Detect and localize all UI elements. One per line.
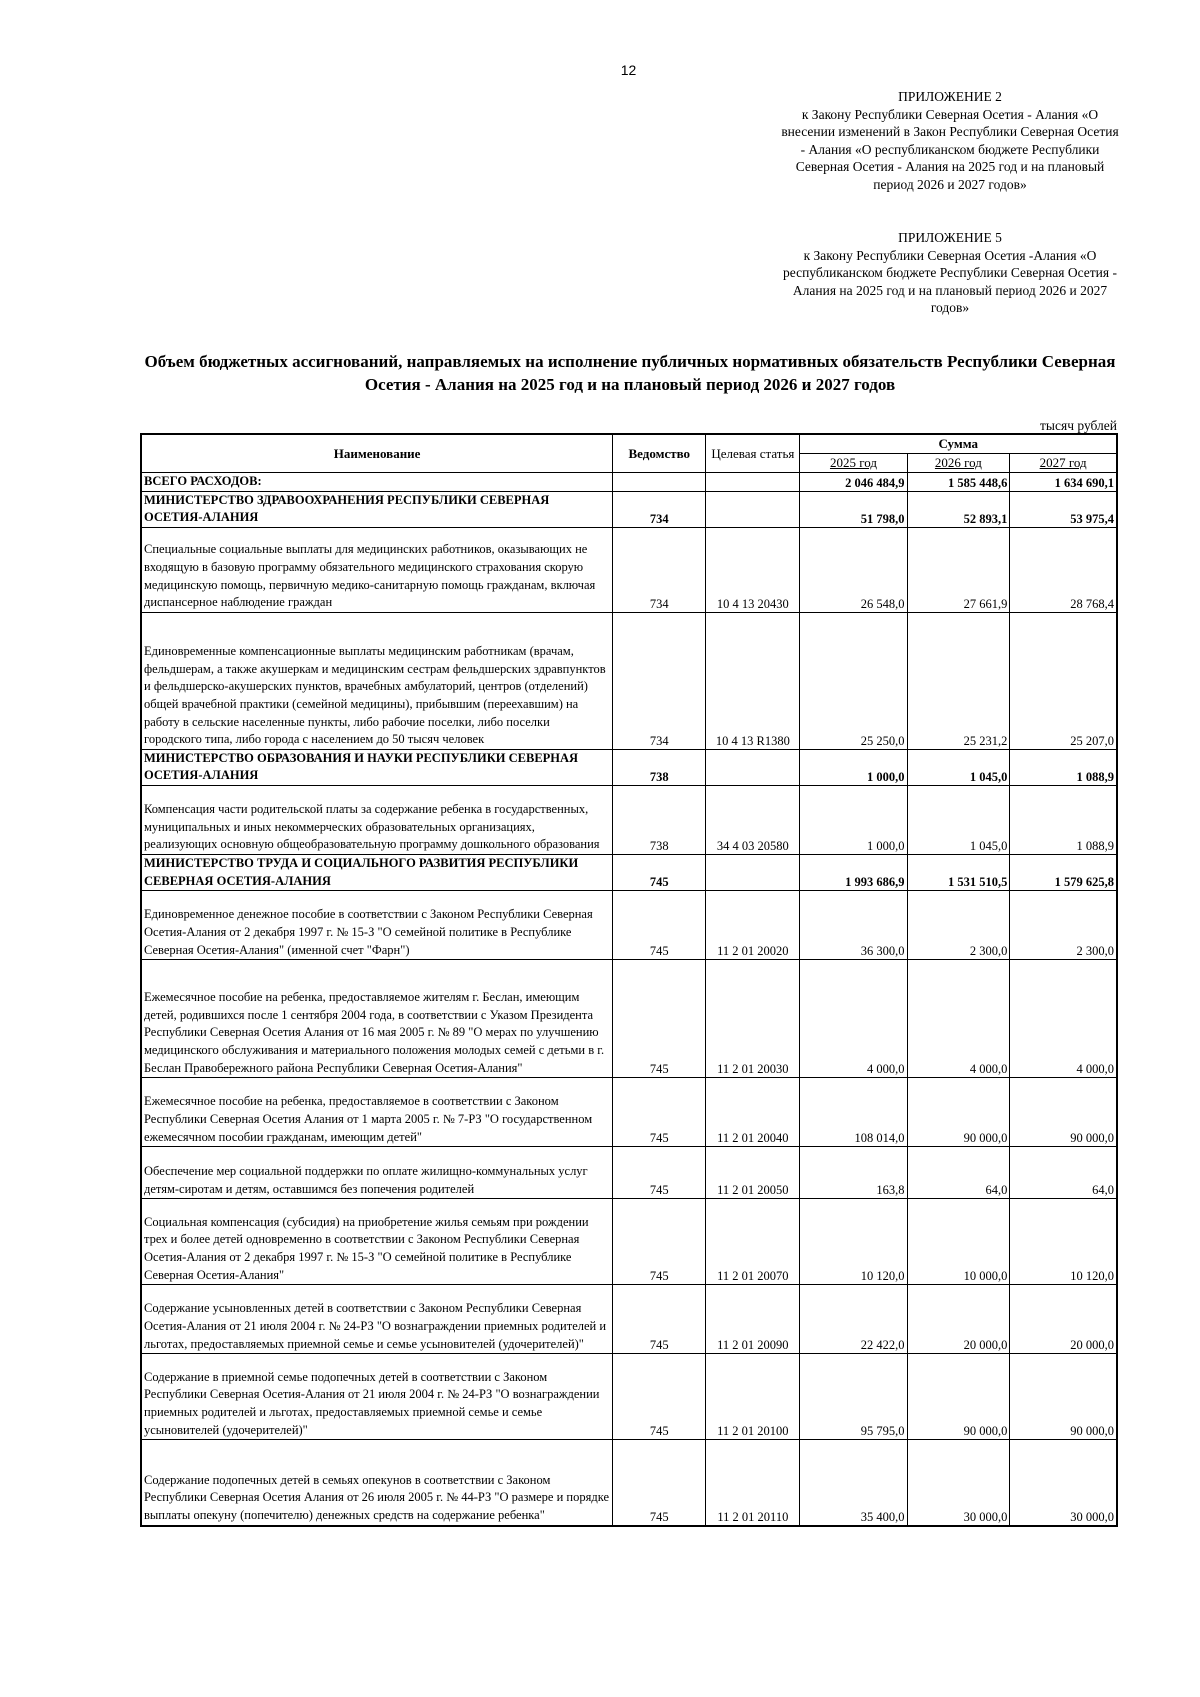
- row-value-2027: 1 088,9: [1010, 785, 1117, 854]
- row-value-2027: 4 000,0: [1010, 960, 1117, 1078]
- row-dept: 745: [613, 1199, 706, 1285]
- total-row: [141, 473, 1117, 492]
- row-value-2026: 64,0: [907, 1147, 1010, 1199]
- row-dept: 745: [613, 854, 706, 890]
- row-value-2025: 36 300,0: [800, 891, 907, 960]
- row-code: [706, 473, 800, 492]
- row-code: 11 2 01 20030: [706, 960, 800, 1078]
- row-value-2025: 22 422,0: [800, 1285, 907, 1354]
- ministry-row: [141, 749, 1117, 785]
- header-2027: 2027 год: [1010, 454, 1117, 473]
- row-value-2025: 4 000,0: [800, 960, 907, 1078]
- row-value-2026: 1 045,0: [907, 785, 1010, 854]
- header-dept: Ведомство: [613, 434, 706, 473]
- row-name: Специальные социальные выплаты для медицинских работников, оказывающих не входящую в базовую программу обязательного медицинского страхования скорую медицинскую помощь, первичную медико-санитарную помощь гражданам, включая диспансерное наблюдение граждан: [141, 527, 613, 612]
- row-name: Компенсация части родительской платы за содержание ребенка в государственных, муниципальных и иных некоммерческих образовательных организациях, реализующих основную общеобразовательную программу дошкольного образования: [141, 785, 613, 854]
- row-value-2025: 1 000,0: [800, 749, 907, 785]
- row-value-2027: 1 088,9: [1010, 749, 1117, 785]
- row-code: 34 4 03 20580: [706, 785, 800, 854]
- table-row: [141, 891, 1117, 960]
- row-code: 10 4 13 R1380: [706, 612, 800, 749]
- ministry-row: [141, 491, 1117, 527]
- page-number: 12: [620, 62, 637, 78]
- appendix-5-text: к Закону Республики Северная Осетия -Алания «О республиканском бюджете Республики Северная Осетия - Алания на 2025 год и на плановый период 2026 и 2027 годов»: [783, 247, 1117, 315]
- row-value-2025: 108 014,0: [800, 1078, 907, 1147]
- table-row: [141, 1147, 1117, 1199]
- row-name: ВСЕГО РАСХОДОВ:: [141, 473, 613, 492]
- row-name: МИНИСТЕРСТВО ОБРАЗОВАНИЯ И НАУКИ РЕСПУБЛИКИ СЕВЕРНАЯ ОСЕТИЯ-АЛАНИЯ: [141, 749, 613, 785]
- document-title: Объем бюджетных ассигнований, направляемых на исполнение публичных нормативных обязательств Республики Северная Осетия - Алания на 2025 год и на плановый период 2026 и 2027 годов: [144, 352, 1116, 394]
- row-dept: 738: [613, 749, 706, 785]
- row-name: Ежемесячное пособие на ребенка, предоставляемое в соответствии с Законом Республики Северная Осетия Алания от 1 марта 2005 г. № 7-РЗ "О государственном ежемесячном пособии гражданам, имеющим детей": [141, 1078, 613, 1147]
- row-value-2026: 25 231,2: [907, 612, 1010, 749]
- row-value-2027: 20 000,0: [1010, 1285, 1117, 1354]
- row-value-2027: 64,0: [1010, 1147, 1117, 1199]
- row-name: Единовременное денежное пособие в соответствии с Законом Республики Северная Осетия-Алания от 2 декабря 1997 г. № 15-З "О семейной политике в Республике Северная Осетия-Алания" (именной счет "Фарн"): [141, 891, 613, 960]
- table-row: [141, 1078, 1117, 1147]
- header-2025: 2025 год: [800, 454, 907, 473]
- table-row: [141, 960, 1117, 1078]
- table-row: [141, 1285, 1117, 1354]
- header-code: Целевая статья: [706, 434, 800, 473]
- row-value-2026: 10 000,0: [907, 1199, 1010, 1285]
- table-row: [141, 612, 1117, 749]
- row-value-2025: 10 120,0: [800, 1199, 907, 1285]
- row-value-2026: 30 000,0: [907, 1440, 1010, 1526]
- appendix-2-title: ПРИЛОЖЕНИЕ 2: [898, 89, 1002, 104]
- row-code: 11 2 01 20050: [706, 1147, 800, 1199]
- row-value-2025: 26 548,0: [800, 527, 907, 612]
- row-value-2027: 1 634 690,1: [1010, 473, 1117, 492]
- row-code: 11 2 01 20090: [706, 1285, 800, 1354]
- row-value-2025: 1 993 686,9: [800, 854, 907, 890]
- row-value-2026: 1 585 448,6: [907, 473, 1010, 492]
- appendix-2-header: [780, 88, 1120, 193]
- row-value-2027: 28 768,4: [1010, 527, 1117, 612]
- row-code: 11 2 01 20110: [706, 1440, 800, 1526]
- row-dept: 734: [613, 527, 706, 612]
- row-value-2026: 2 300,0: [907, 891, 1010, 960]
- row-value-2025: 2 046 484,9: [800, 473, 907, 492]
- unit-label: тысяч рублей: [1040, 418, 1117, 433]
- row-dept: 745: [613, 1147, 706, 1199]
- row-value-2027: 30 000,0: [1010, 1440, 1117, 1526]
- ministry-row: [141, 854, 1117, 890]
- row-name: Социальная компенсация (субсидия) на приобретение жилья семьям при рождении трех и более детей одновременно в соответствии с Законом Республики Северная Осетия-Алания от 2 декабря 1997 г. № 15-З "О семейной политике в Республике Северная Осетия-Алания": [141, 1199, 613, 1285]
- row-value-2026: 1 531 510,5: [907, 854, 1010, 890]
- row-value-2027: 2 300,0: [1010, 891, 1117, 960]
- header-name: Наименование: [141, 434, 613, 473]
- row-value-2025: 95 795,0: [800, 1354, 907, 1440]
- row-name: МИНИСТЕРСТВО ЗДРАВООХРАНЕНИЯ РЕСПУБЛИКИ СЕВЕРНАЯ ОСЕТИЯ-АЛАНИЯ: [141, 491, 613, 527]
- row-name: Обеспечение мер социальной поддержки по оплате жилищно-коммунальных услуг детям-сиротам и детям, оставшимся без попечения родителей: [141, 1147, 613, 1199]
- row-value-2027: 10 120,0: [1010, 1199, 1117, 1285]
- row-dept: 734: [613, 612, 706, 749]
- table-row: [141, 527, 1117, 612]
- header-2026: 2026 год: [907, 454, 1010, 473]
- row-value-2026: 27 661,9: [907, 527, 1010, 612]
- row-dept: 745: [613, 1440, 706, 1526]
- appendix-2-text: к Закону Республики Северная Осетия - Алания «О внесении изменений в Закон Республики Северная Осетия - Алания «О республиканском бюджете Республики Северная Осетия - Алания на 2025 год и на плановый период 2026 и 2027 годов»: [781, 106, 1119, 192]
- row-value-2026: 90 000,0: [907, 1078, 1010, 1147]
- row-name: Ежемесячное пособие на ребенка, предоставляемое жителям г. Беслан, имеющим детей, родившихся после 1 сентября 2004 года, в соответствии с Указом Президента Республики Северная Осетия Алания от 16 мая 2005 г. № 89 "О мерах по улучшению медицинского обслуживания и материального положения молодых семей с детьми в г. Беслан Правобережного района Республики Северная Осетия-Алания": [141, 960, 613, 1078]
- row-value-2027: 53 975,4: [1010, 491, 1117, 527]
- row-value-2027: 1 579 625,8: [1010, 854, 1117, 890]
- row-value-2026: 4 000,0: [907, 960, 1010, 1078]
- row-name: МИНИСТЕРСТВО ТРУДА И СОЦИАЛЬНОГО РАЗВИТИЯ РЕСПУБЛИКИ СЕВЕРНАЯ ОСЕТИЯ-АЛАНИЯ: [141, 854, 613, 890]
- row-value-2027: 90 000,0: [1010, 1354, 1117, 1440]
- row-value-2025: 51 798,0: [800, 491, 907, 527]
- table-row: [141, 1440, 1117, 1526]
- appendix-5-title: ПРИЛОЖЕНИЕ 5: [898, 230, 1002, 245]
- row-name: Единовременные компенсационные выплаты медицинским работникам (врачам, фельдшерам, а также акушеркам и медицинским сестрам фельдшерских здравпунктов и фельдшерско-акушерских пунктов, врачебных амбулаторий, центров (отделений) общей врачебной практики (семейной медицины), прибывшим (переехавшим) на работу в сельские населенные пункты, либо рабочие поселки, либо поселки городского типа, либо города с населением до 50 тысяч человек: [141, 612, 613, 749]
- row-dept: 734: [613, 491, 706, 527]
- row-value-2026: 90 000,0: [907, 1354, 1010, 1440]
- row-value-2026: 20 000,0: [907, 1285, 1010, 1354]
- appendix-5-header: [780, 229, 1120, 317]
- row-dept: 745: [613, 960, 706, 1078]
- table-row: [141, 1354, 1117, 1440]
- row-dept: 745: [613, 891, 706, 960]
- row-code: 10 4 13 20430: [706, 527, 800, 612]
- row-value-2026: 52 893,1: [907, 491, 1010, 527]
- row-code: 11 2 01 20040: [706, 1078, 800, 1147]
- row-dept: 745: [613, 1285, 706, 1354]
- row-code: [706, 491, 800, 527]
- table-row: [141, 785, 1117, 854]
- row-value-2025: 35 400,0: [800, 1440, 907, 1526]
- row-name: Содержание подопечных детей в семьях опекунов в соответствии с Законом Республики Северная Осетия Алания от 26 июля 2005 г. № 44-РЗ "О размере и порядке выплаты опекуну (попечителю) денежных средств на содержание ребенка": [141, 1440, 613, 1526]
- row-dept: [613, 473, 706, 492]
- row-value-2025: 1 000,0: [800, 785, 907, 854]
- row-code: [706, 854, 800, 890]
- row-name: Содержание в приемной семье подопечных детей в соответствии с Законом Республики Северная Осетия-Алания от 21 июля 2004 г. № 24-РЗ "О вознаграждении приемных родителей и льготах, предоставляемых приемной семье и семье усыновителей (удочерителей)": [141, 1354, 613, 1440]
- header-sum: Сумма: [800, 434, 1117, 454]
- row-code: [706, 749, 800, 785]
- row-name: Содержание усыновленных детей в соответствии с Законом Республики Северная Осетия-Алания от 21 июля 2004 г. № 24-РЗ "О вознаграждении приемных родителей и льготах, предоставляемых приемной семье и семье усыновителей (удочерителей)": [141, 1285, 613, 1354]
- row-dept: 745: [613, 1354, 706, 1440]
- row-dept: 738: [613, 785, 706, 854]
- row-value-2027: 25 207,0: [1010, 612, 1117, 749]
- row-value-2025: 25 250,0: [800, 612, 907, 749]
- row-code: 11 2 01 20070: [706, 1199, 800, 1285]
- row-value-2026: 1 045,0: [907, 749, 1010, 785]
- row-value-2025: 163,8: [800, 1147, 907, 1199]
- row-code: 11 2 01 20020: [706, 891, 800, 960]
- table-row: [141, 1199, 1117, 1285]
- budget-table: [140, 433, 1118, 1527]
- row-value-2027: 90 000,0: [1010, 1078, 1117, 1147]
- row-code: 11 2 01 20100: [706, 1354, 800, 1440]
- row-dept: 745: [613, 1078, 706, 1147]
